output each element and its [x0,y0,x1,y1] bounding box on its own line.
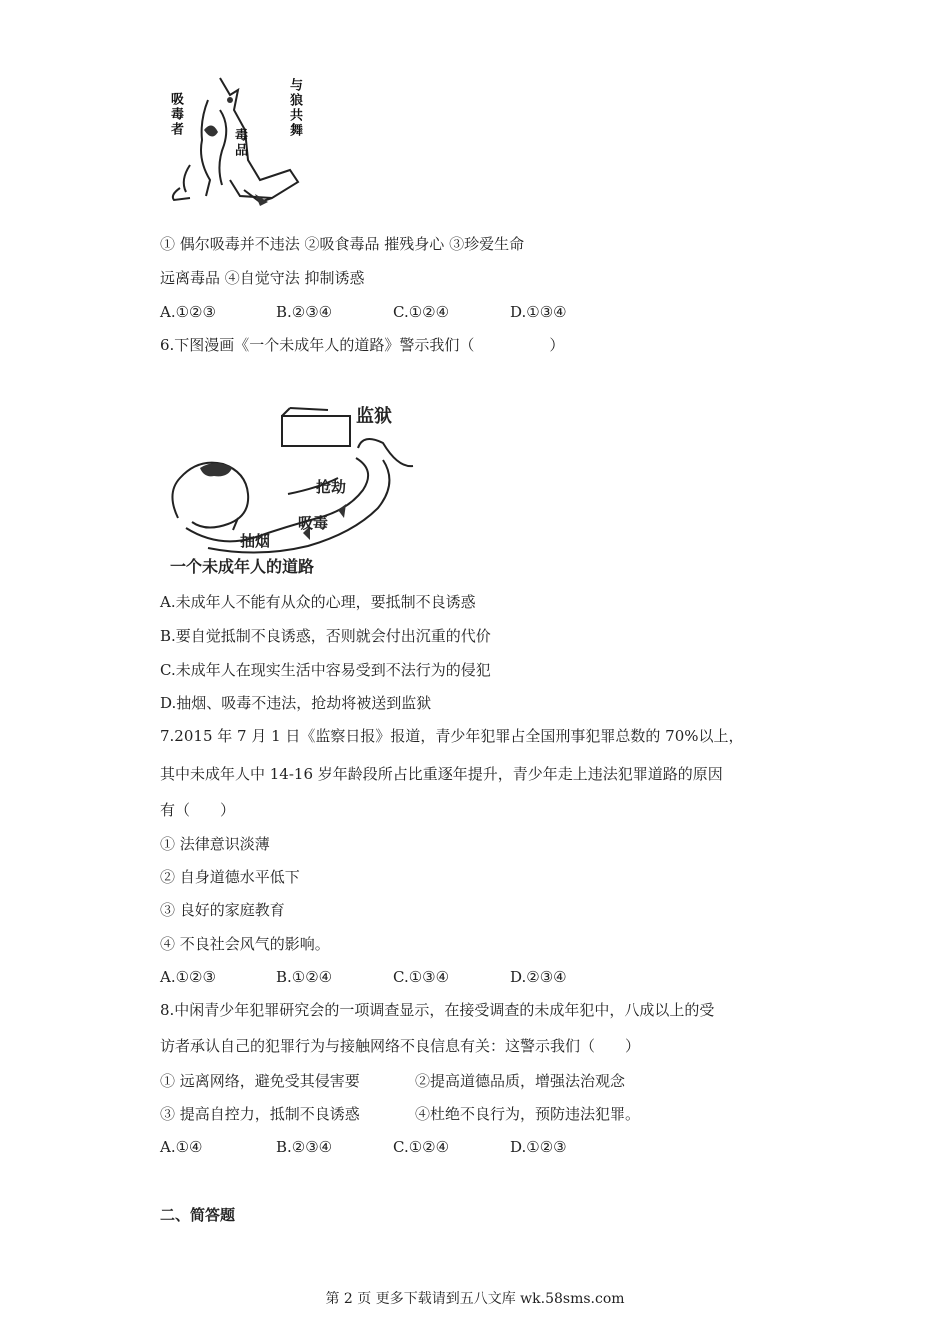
q7-statement-1: ① 法律意识淡薄 [160,835,270,853]
q8-statement-1: ① 远离网络，避免受其侵害要 [160,1072,360,1090]
q8-stem-line2: 访者承认自己的犯罪行为与接触网络不良信息有关：这警示我们（ ） [160,1037,641,1055]
q8-option-b: B.②③④ [276,1138,333,1156]
cartoon-dance-with-wolf [160,70,310,210]
q8-statement-2: ②提高道德品质，增强法治观念 [415,1072,626,1090]
q5-statements-line1: ① 偶尔吸毒并不违法 ②吸食毒品 摧残身心 ③珍爱生命 [160,235,525,253]
q5-option-a: A.①②③ [160,303,216,321]
q7-option-c: C.①③④ [393,968,450,986]
q6-stem: 6.下图漫画《一个未成年人的道路》警示我们（ ） [160,336,565,354]
q7-statement-2: ② 自身道德水平低下 [160,868,300,886]
q5-option-c: C.①②④ [393,303,450,321]
cartoon1-label-drug: 毒品 [232,128,247,158]
q8-option-c: C.①②④ [393,1138,450,1156]
q8-statement-3: ③ 提高自控力，抵制不良诱惑 [160,1105,360,1123]
cartoon2-label-prison: 监狱 [356,406,392,427]
q8-option-a: A.①④ [160,1138,203,1156]
cartoon2-title: 一个未成年人的道路 [170,557,315,576]
q7-stem-line3: 有（ ） [160,801,236,819]
q7-stem-line1: 7.2015 年 7 月 1 日《监察日报》报道，青少年犯罪占全国刑事犯罪总数的 70%以上， [160,727,744,745]
cartoon1-caption: 与狼共舞 [287,78,302,138]
q6-option-a: A.未成年人不能有从众的心理，要抵制不良诱惑 [160,593,476,611]
q7-option-a: A.①②③ [160,968,216,986]
cartoon2-label-smoke: 抽烟 [240,532,271,550]
section-heading-short-answer: 二、简答题 [160,1206,236,1224]
cartoon2-label-drug: 吸毒 [298,514,329,532]
q6-option-c: C.未成年人在现实生活中容易受到不法行为的侵犯 [160,661,491,679]
q7-statement-3: ③ 良好的家庭教育 [160,901,285,919]
q6-option-d: D.抽烟、吸毒不违法，抢劫将被送到监狱 [160,694,432,712]
cartoon1-label-addict: 吸毒者 [168,92,183,137]
q8-option-d: D.①②③ [510,1138,567,1156]
q8-statement-4: ④杜绝不良行为，预防违法犯罪。 [415,1105,641,1123]
q6-option-b: B.要自觉抵制不良诱惑，否则就会付出沉重的代价 [160,627,491,645]
q5-option-b: B.②③④ [276,303,333,321]
q7-option-d: D.②③④ [510,968,567,986]
cartoon2-label-rob: 抢劫 [316,478,347,496]
q7-statement-4: ④ 不良社会风气的影响。 [160,935,330,953]
q5-statements-line2: 远离毒品 ④自觉守法 抑制诱惑 [160,269,365,287]
q5-option-d: D.①③④ [510,303,567,321]
cartoon-minor-road [158,398,428,578]
q7-stem-line2: 其中未成年人中 14-16 岁年龄段所占比重逐年提升，青少年走上违法犯罪道路的原因 [160,765,723,783]
q8-stem-line1: 8.中闲青少年犯罪研究会的一项调查显示，在接受调查的未成年犯中，八成以上的受 [160,1001,715,1019]
q7-option-b: B.①②④ [276,968,333,986]
page-footer: 第 2 页 更多下载请到五八文库 wk.58sms.com [325,1291,625,1307]
